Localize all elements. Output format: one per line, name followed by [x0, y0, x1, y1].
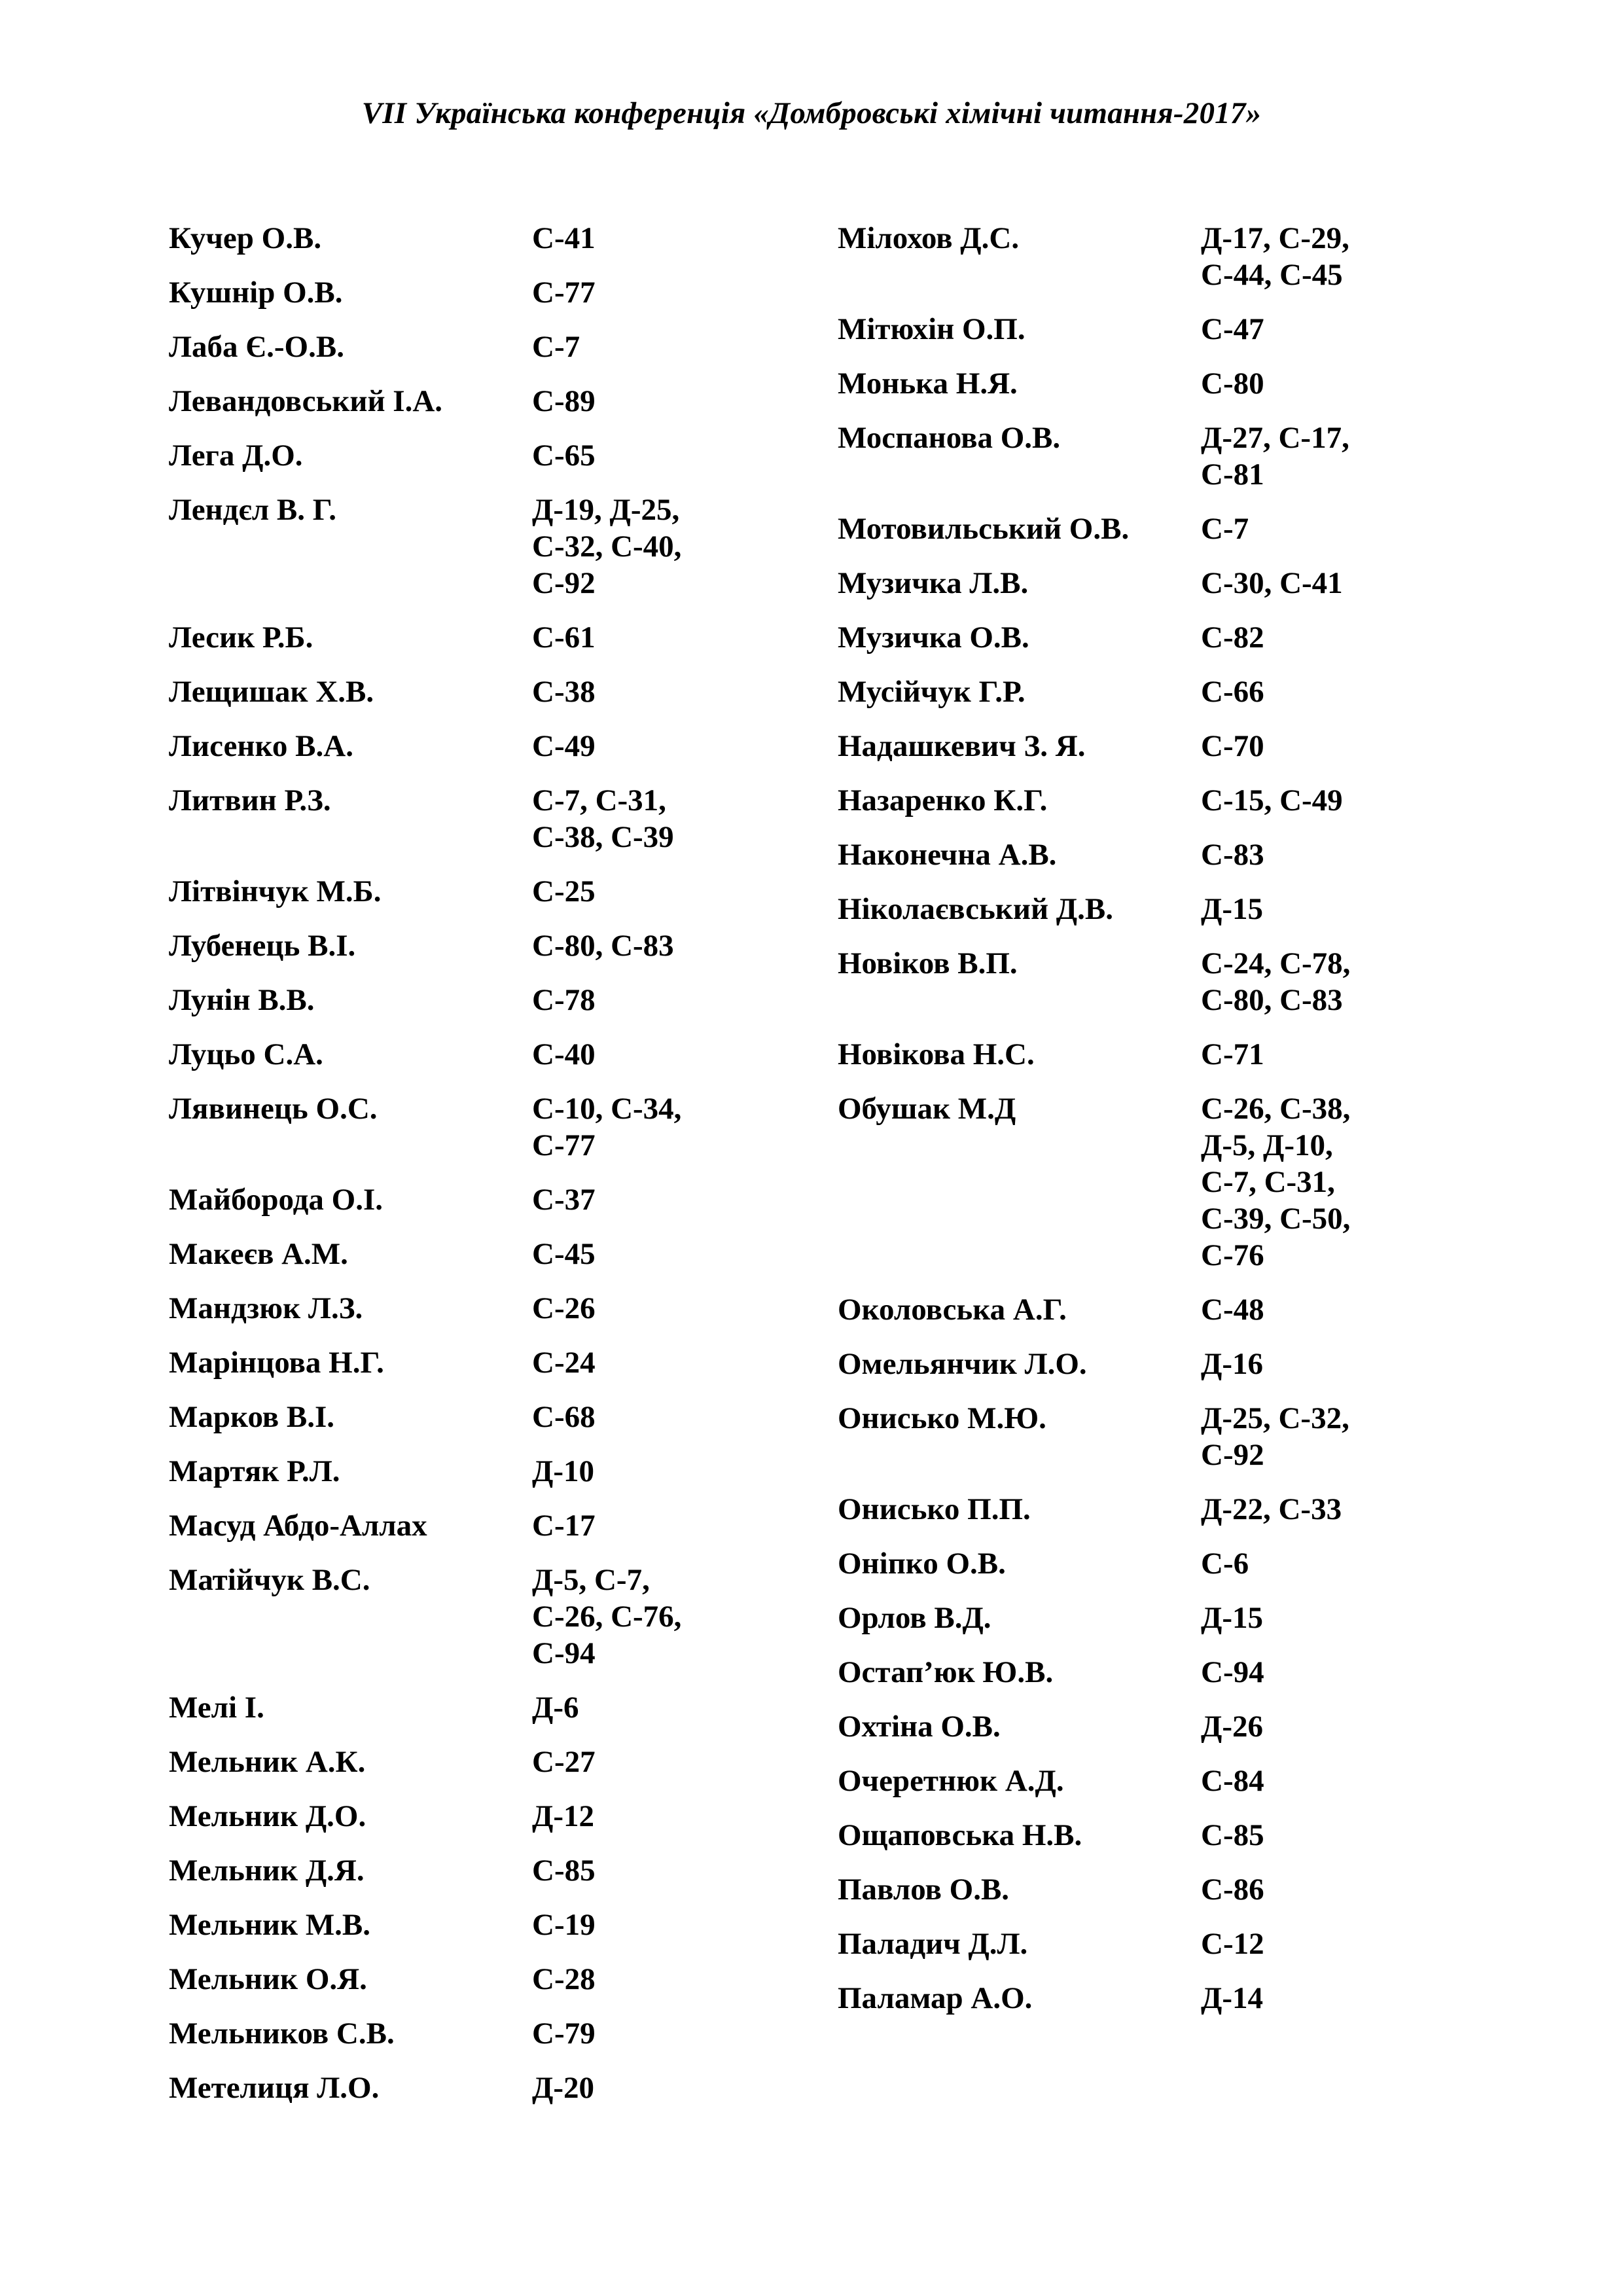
author-refs [1201, 673, 1397, 710]
ref-line: С-7, С-31, [1201, 1165, 1335, 1199]
author-entry [169, 1744, 823, 1780]
author-name: Моспанова О.В. [838, 421, 1061, 455]
author-entry [838, 1708, 1492, 1745]
author-entry [169, 1798, 823, 1835]
author-entry [169, 782, 823, 855]
ref-line: С-19 [532, 1908, 596, 1942]
ref-line: С-77 [532, 1128, 596, 1162]
ref-line: Д-22, С-33 [1201, 1492, 1342, 1526]
ref-line: С-79 [532, 2017, 596, 2051]
ref-line: С-28 [532, 1962, 596, 1996]
author-name: Мельников С.В. [169, 2017, 395, 2051]
author-refs [532, 1036, 728, 1073]
author-entry [169, 1090, 823, 1164]
author-entry [169, 982, 823, 1018]
author-entry [169, 1181, 823, 1218]
author-name: Омельянчик Л.О. [838, 1347, 1087, 1381]
author-name: Матійчук В.С. [169, 1563, 370, 1597]
ref-line: С-40 [532, 1037, 596, 1071]
author-name: Новіков В.П. [838, 946, 1018, 980]
ref-line: С-26 [532, 1291, 596, 1325]
author-entry [169, 873, 823, 910]
author-name: Околовська А.Г. [838, 1293, 1067, 1327]
author-refs [1201, 782, 1397, 819]
ref-line: С-80, С-83 [1201, 983, 1343, 1017]
ref-line: С-85 [1201, 1818, 1264, 1852]
author-name: Наконечна А.В. [838, 838, 1057, 872]
author-refs [532, 2015, 728, 2052]
author-refs [532, 1907, 728, 1943]
author-entry [838, 1291, 1492, 1328]
author-refs [532, 728, 728, 764]
author-entry [169, 1236, 823, 1272]
author-refs [532, 1181, 728, 1218]
author-refs [1201, 1545, 1397, 1582]
author-name: Музичка Л.В. [838, 566, 1029, 600]
ref-line: Д-25, С-32, [1201, 1401, 1349, 1435]
author-refs [1201, 1763, 1397, 1799]
author-refs [1201, 565, 1397, 601]
author-name: Лесик Р.Б. [169, 620, 313, 655]
author-entry [838, 1036, 1492, 1073]
ref-line: С-89 [532, 384, 596, 418]
author-entry [169, 2015, 823, 2052]
author-name: Метелиця Л.О. [169, 2071, 380, 2105]
author-entry [838, 673, 1492, 710]
author-refs [532, 619, 728, 656]
author-entry [169, 383, 823, 420]
ref-line: С-49 [532, 729, 596, 763]
ref-line: С-65 [532, 439, 596, 473]
author-name: Макеєв А.М. [169, 1237, 348, 1271]
author-entry [838, 1871, 1492, 1908]
author-name: Левандовський І.А. [169, 384, 443, 418]
author-refs [1201, 420, 1397, 493]
author-name: Паламар А.О. [838, 1981, 1033, 2015]
ref-line: С-24 [532, 1346, 596, 1380]
author-entry [838, 1400, 1492, 1473]
author-name: Надашкевич З. Я. [838, 729, 1086, 763]
author-entry [169, 492, 823, 601]
ref-line: С-15, С-49 [1201, 783, 1343, 817]
ref-line: С-86 [1201, 1873, 1264, 1907]
author-entry [838, 728, 1492, 764]
author-name: Остап’юк Ю.В. [838, 1655, 1054, 1689]
author-refs [532, 782, 728, 855]
author-entry [838, 1346, 1492, 1382]
ref-line: Д-6 [532, 1691, 579, 1725]
author-name: Онисько М.Ю. [838, 1401, 1046, 1435]
ref-line: С-12 [1201, 1927, 1264, 1961]
author-entry [838, 1817, 1492, 1854]
page-header [0, 96, 1623, 131]
author-name: Лещишак Х.В. [169, 675, 374, 709]
author-entry [169, 437, 823, 474]
author-refs [1201, 1926, 1397, 1962]
author-entry [838, 1090, 1492, 1274]
author-entry [169, 1689, 823, 1726]
author-refs [1201, 1036, 1397, 1073]
ref-line: С-81 [1201, 457, 1264, 492]
author-refs [532, 492, 728, 601]
author-entry [838, 565, 1492, 601]
author-name: Лендєл В. Г. [169, 493, 337, 527]
author-refs [532, 1798, 728, 1835]
ref-line: С-24, С-78, [1201, 946, 1351, 980]
author-name: Литвин Р.З. [169, 783, 331, 817]
author-entry [838, 1654, 1492, 1691]
author-name: Мельник Д.О. [169, 1799, 366, 1833]
author-name: Масуд Абдо-Аллах [169, 1509, 427, 1543]
author-entry [838, 1545, 1492, 1582]
author-refs [532, 927, 728, 964]
author-entry [838, 782, 1492, 819]
author-refs [1201, 1400, 1397, 1473]
author-name: Назаренко К.Г. [838, 783, 1048, 817]
author-name: Лега Д.О. [169, 439, 303, 473]
ref-line: С-68 [532, 1400, 596, 1434]
ref-line: Д-19, Д-25, [532, 493, 680, 527]
author-name: Орлов В.Д. [838, 1601, 991, 1635]
author-entry [169, 1453, 823, 1490]
ref-line: С-38, С-39 [532, 820, 674, 854]
ref-line: Д-15 [1201, 892, 1263, 926]
ref-line: Д-15 [1201, 1601, 1263, 1635]
author-name: Літвінчук М.Б. [169, 874, 382, 908]
author-name: Оніпко О.В. [838, 1547, 1006, 1581]
author-refs [1201, 728, 1397, 764]
ref-line: С-10, С-34, [532, 1092, 682, 1126]
author-entry [169, 1852, 823, 1889]
author-entry [838, 1491, 1492, 1528]
author-refs [532, 2070, 728, 2106]
ref-line: С-66 [1201, 675, 1264, 709]
author-entry [838, 1763, 1492, 1799]
ref-line: С-85 [532, 1854, 596, 1888]
author-refs [532, 274, 728, 311]
author-entry [838, 836, 1492, 873]
author-entry [169, 619, 823, 656]
ref-line: С-77 [532, 276, 596, 310]
ref-line: С-70 [1201, 729, 1264, 763]
author-refs [1201, 1600, 1397, 1636]
author-entry [838, 891, 1492, 927]
author-name: Павлов О.В. [838, 1873, 1010, 1907]
author-entry [169, 1036, 823, 1073]
ref-line: С-7, С-31, [532, 783, 666, 817]
author-refs [532, 1344, 728, 1381]
author-index-left-column [169, 220, 823, 2124]
author-entry [169, 728, 823, 764]
ref-line: Д-16 [1201, 1347, 1263, 1381]
author-entry [169, 927, 823, 964]
author-refs [1201, 1090, 1397, 1274]
author-refs [532, 673, 728, 710]
author-name: Мелі І. [169, 1691, 264, 1725]
ref-line: Д-12 [532, 1799, 594, 1833]
ref-line: С-80, С-83 [532, 929, 674, 963]
author-entry [169, 220, 823, 257]
ref-line: С-26, С-76, [532, 1600, 682, 1634]
author-refs [532, 873, 728, 910]
ref-line: С-25 [532, 874, 596, 908]
ref-line: Д-17, С-29, [1201, 221, 1349, 255]
author-refs [1201, 311, 1397, 348]
conference-title: VII Українська конференція «Домбровські хімічні читання-2017» [361, 96, 1262, 130]
author-name: Кушнір О.В. [169, 276, 343, 310]
ref-line: С-7 [1201, 512, 1249, 546]
author-name: Мітюхін О.П. [838, 312, 1026, 346]
ref-line: С-76 [1201, 1238, 1264, 1272]
ref-line: С-38 [532, 675, 596, 709]
author-refs [532, 1689, 728, 1726]
author-refs [532, 1961, 728, 1998]
author-name: Мілохов Д.С. [838, 221, 1020, 255]
author-refs [532, 329, 728, 365]
ref-line: Д-5, С-7, [532, 1563, 650, 1597]
author-name: Марінцова Н.Г. [169, 1346, 384, 1380]
author-refs [1201, 945, 1397, 1018]
ref-line: Д-10 [532, 1454, 594, 1488]
ref-line: С-78 [532, 983, 596, 1017]
author-name: Музичка О.В. [838, 620, 1029, 655]
author-refs [1201, 1346, 1397, 1382]
author-entry [169, 2070, 823, 2106]
author-refs [1201, 511, 1397, 547]
author-entry [838, 1926, 1492, 1962]
author-refs [1201, 220, 1397, 293]
author-name: Марков В.І. [169, 1400, 335, 1434]
author-entry [169, 673, 823, 710]
ref-line: С-17 [532, 1509, 596, 1543]
ref-line: С-26, С-38, [1201, 1092, 1351, 1126]
author-refs [532, 1290, 728, 1327]
ref-line: С-80 [1201, 367, 1264, 401]
author-refs [1201, 1871, 1397, 1908]
author-name: Новікова Н.С. [838, 1037, 1035, 1071]
author-entry [169, 1290, 823, 1327]
author-refs [532, 1090, 728, 1164]
ref-line: С-48 [1201, 1293, 1264, 1327]
ref-line: С-41 [532, 221, 596, 255]
author-refs [1201, 365, 1397, 402]
author-entry [169, 1507, 823, 1544]
author-name: Лунін В.В. [169, 983, 315, 1017]
ref-line: Д-27, С-17, [1201, 421, 1349, 455]
ref-line: С-92 [532, 566, 596, 600]
ref-line: С-92 [1201, 1438, 1264, 1472]
author-name: Кучер О.В. [169, 221, 322, 255]
author-entry [169, 1344, 823, 1381]
ref-line: С-84 [1201, 1764, 1264, 1798]
author-name: Ніколаєвський Д.В. [838, 892, 1113, 926]
author-name: Лаба Є.-О.В. [169, 330, 344, 364]
ref-line: С-61 [532, 620, 596, 655]
ref-line: С-37 [532, 1183, 596, 1217]
author-refs [532, 982, 728, 1018]
author-name: Майборода О.І. [169, 1183, 383, 1217]
ref-line: С-27 [532, 1745, 596, 1779]
author-name: Лисенко В.А. [169, 729, 353, 763]
author-entry [838, 420, 1492, 493]
author-refs [1201, 1654, 1397, 1691]
author-name: Лубенець В.І. [169, 929, 356, 963]
author-name: Мельник М.В. [169, 1908, 371, 1942]
author-refs [1201, 1291, 1397, 1328]
ref-line: С-44, С-45 [1201, 258, 1343, 292]
author-refs [532, 1399, 728, 1435]
author-refs [532, 1744, 728, 1780]
ref-line: С-39, С-50, [1201, 1202, 1351, 1236]
author-refs [1201, 619, 1397, 656]
author-name: Луцьо С.А. [169, 1037, 323, 1071]
author-name: Мельник А.К. [169, 1745, 366, 1779]
ref-line: С-82 [1201, 620, 1264, 655]
author-refs [1201, 1708, 1397, 1745]
author-entry [169, 1961, 823, 1998]
ref-line: Д-5, Д-10, [1201, 1128, 1333, 1162]
author-refs [1201, 1491, 1397, 1528]
ref-line: С-32, С-40, [532, 529, 682, 564]
ref-line: Д-26 [1201, 1710, 1263, 1744]
author-refs [1201, 1817, 1397, 1854]
author-entry [838, 1600, 1492, 1636]
author-refs [532, 383, 728, 420]
author-entry [169, 329, 823, 365]
author-name: Монька Н.Я. [838, 367, 1018, 401]
author-name: Охтіна О.В. [838, 1710, 1001, 1744]
ref-line: С-71 [1201, 1037, 1264, 1071]
ref-line: С-6 [1201, 1547, 1249, 1581]
author-entry [838, 1980, 1492, 2017]
author-entry [169, 1399, 823, 1435]
author-refs [532, 1453, 728, 1490]
author-name: Паладич Д.Л. [838, 1927, 1028, 1961]
ref-line: С-47 [1201, 312, 1264, 346]
ref-line: С-30, С-41 [1201, 566, 1343, 600]
ref-line: С-83 [1201, 838, 1264, 872]
author-entry [169, 1562, 823, 1672]
ref-line: С-45 [532, 1237, 596, 1271]
author-refs [532, 437, 728, 474]
author-name: Обушак М.Д [838, 1092, 1016, 1126]
ref-line: С-94 [532, 1636, 596, 1670]
ref-line: Д-14 [1201, 1981, 1263, 2015]
author-name: Мотовильський О.В. [838, 512, 1130, 546]
author-name: Онисько П.П. [838, 1492, 1031, 1526]
author-name: Мартяк Р.Л. [169, 1454, 340, 1488]
author-entry [838, 619, 1492, 656]
author-entry [838, 365, 1492, 402]
author-refs [1201, 891, 1397, 927]
author-name: Очеретнюк А.Д. [838, 1764, 1064, 1798]
author-name: Лявинець О.С. [169, 1092, 378, 1126]
author-name: Мельник Д.Я. [169, 1854, 365, 1888]
author-refs [532, 220, 728, 257]
author-refs [532, 1507, 728, 1544]
author-index-right-column [838, 220, 1492, 2034]
ref-line: С-7 [532, 330, 580, 364]
author-entry [838, 511, 1492, 547]
author-refs [532, 1852, 728, 1889]
author-entry [169, 1907, 823, 1943]
author-entry [838, 311, 1492, 348]
author-name: Мусійчук Г.Р. [838, 675, 1026, 709]
author-name: Ощаповська Н.В. [838, 1818, 1082, 1852]
author-name: Мельник О.Я. [169, 1962, 367, 1996]
ref-line: С-94 [1201, 1655, 1264, 1689]
author-entry [838, 945, 1492, 1018]
author-refs [532, 1562, 728, 1672]
author-entry [169, 274, 823, 311]
author-refs [1201, 836, 1397, 873]
author-refs [1201, 1980, 1397, 2017]
author-refs [532, 1236, 728, 1272]
author-name: Мандзюк Л.З. [169, 1291, 363, 1325]
author-entry [838, 220, 1492, 293]
ref-line: Д-20 [532, 2071, 594, 2105]
